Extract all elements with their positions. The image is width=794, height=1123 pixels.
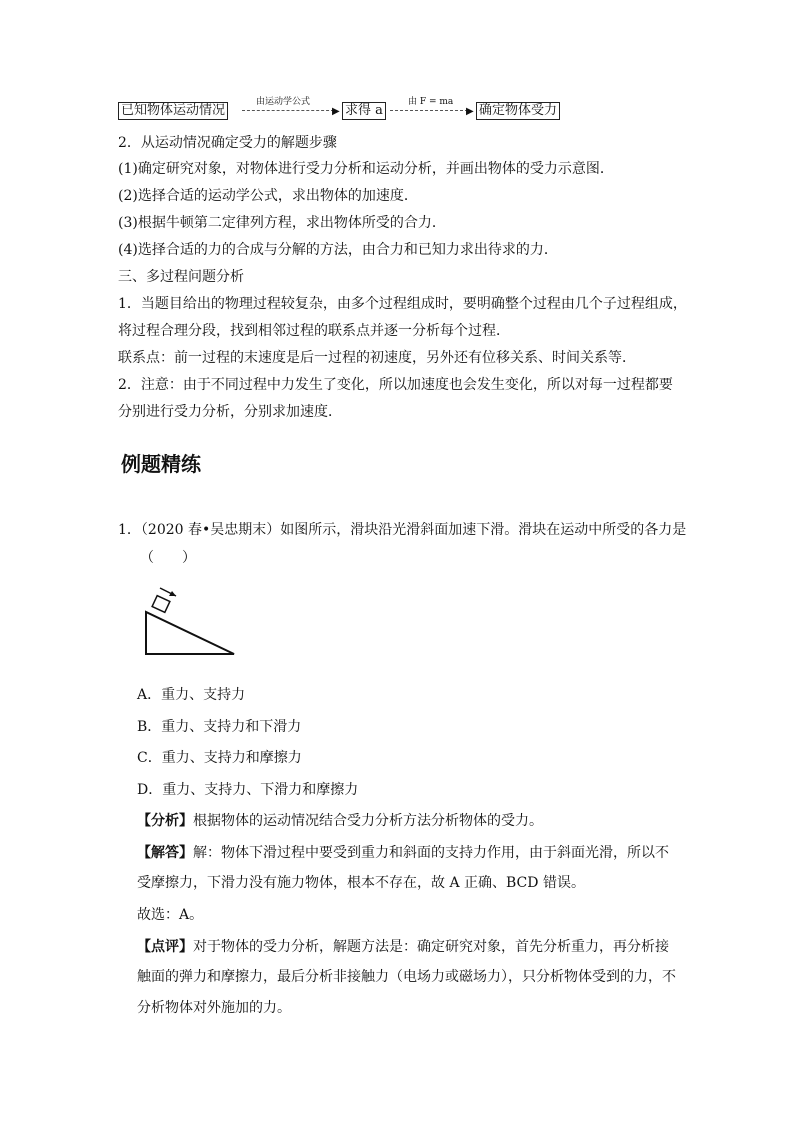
section3-p1-line1: 1．当题目给出的物理过程较复杂，由多个过程组成时，要明确整个过程由几个子过程组成， (118, 296, 687, 312)
section3-title: 三、多过程问题分析 (118, 269, 244, 285)
step-1: (1)确定研究对象，对物体进行受力分析和运动分析，并画出物体的受力示意图． (118, 161, 614, 177)
solution-tag: 【解答】 (137, 845, 193, 861)
solution-line1 (137, 842, 669, 862)
flow-diagram (118, 94, 678, 126)
analysis-tag: 【分析】 (137, 813, 193, 829)
flow-arrow1-line (242, 110, 334, 111)
question1-line2: （ ） (140, 550, 196, 566)
flow-box-determine-force: 确定物体受力 (476, 102, 560, 120)
arrow-right-icon: ▶ (332, 106, 340, 117)
solution-text-1: 解：物体下滑过程中要受到重力和斜面的支持力作用，由于斜面光滑，所以不 (193, 845, 669, 861)
option-a: A．重力、支持力 (137, 687, 246, 703)
step-4: (4)选择合适的力的合成与分解的方法，由合力和已知力求出待求的力． (118, 242, 558, 258)
flow-arrow2-label: 由 F = ma (408, 97, 454, 107)
answer-line: 故选：A。 (137, 907, 204, 923)
flow-box-known-motion: 已知物体运动情况 (118, 102, 228, 120)
step-2: (2)选择合适的运动学公式，求出物体的加速度． (118, 188, 418, 204)
comment-line2: 触面的弹力和摩擦力，最后分析非接触力（电场力或磁场力），只分析物体受到的力，不 (137, 969, 676, 985)
option-b: B．重力、支持力和下滑力 (137, 719, 302, 735)
question1-line1: 1．（2020 春•吴忠期末）如图所示，滑块沿光滑斜面加速下滑。滑块在运动中所受的各力是 (118, 522, 687, 538)
arrow-right-icon: ▶ (466, 106, 474, 117)
section3-p2-line1: 2．注意：由于不同过程中力发生了变化，所以加速度也会发生变化，所以对每一过程都要 (118, 377, 673, 393)
comment-line1 (137, 936, 669, 956)
comment-line3: 分析物体对外施加的力。 (137, 1000, 291, 1016)
flow-arrow2-line (390, 110, 468, 111)
incline-figure (140, 584, 240, 659)
section3-p1-line2: 将过程合理分段，找到相邻过程的联系点并逐一分析每个过程． (118, 323, 510, 339)
section2-title: 2．从运动情况确定受力的解题步骤 (118, 135, 337, 151)
slider-block (152, 596, 170, 613)
incline-triangle (146, 612, 234, 654)
analysis-line (137, 810, 543, 830)
option-c: C．重力、支持力和摩擦力 (137, 750, 302, 766)
flow-box-find-a: 求得 a (342, 102, 386, 120)
flow-arrow1-label: 由运动学公式 (256, 97, 311, 107)
section3-p2-line2: 分别进行受力分析，分别求加速度． (118, 404, 342, 420)
option-d: D．重力、支持力、下滑力和摩擦力 (137, 782, 359, 798)
examples-heading: 例题精练 (121, 452, 201, 476)
step-3: (3)根据牛顿第二定律列方程，求出物体所受的合力． (118, 215, 446, 231)
solution-line2: 受摩擦力，下滑力没有施力物体，根本不存在，故 A 正确、BCD 错误。 (137, 875, 585, 891)
comment-text-1: 对于物体的受力分析，解题方法是：确定研究对象，首先分析重力，再分析接 (193, 939, 669, 955)
section3-link-line: 联系点：前一过程的末速度是后一过程的初速度，另外还有位移关系、时间关系等． (118, 350, 636, 366)
comment-tag: 【点评】 (137, 939, 193, 955)
analysis-text: 根据物体的运动情况结合受力分析方法分析物体的受力。 (193, 813, 543, 829)
